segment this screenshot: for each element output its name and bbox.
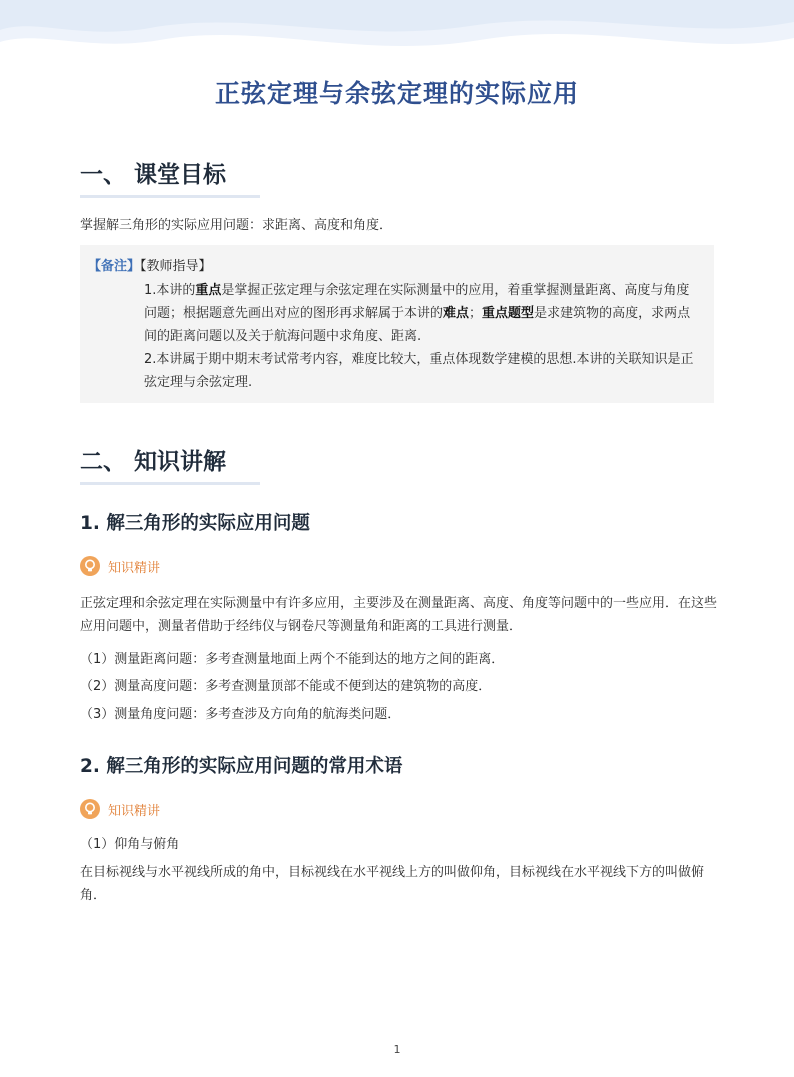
lightbulb-icon [80, 556, 100, 576]
note-text-segment: 1.本讲的 [144, 283, 196, 298]
subsection-heading-2: 2. 解三角形的实际应用问题的常用术语 [80, 756, 403, 777]
note-emphasis: 重点题型 [482, 306, 535, 321]
note-header [88, 257, 212, 277]
subsection-heading-1: 1. 解三角形的实际应用问题 [80, 513, 310, 534]
knowledge-badge-2 [80, 798, 160, 820]
note-emphasis: 难点 [443, 306, 470, 321]
sub1-item-3: （3）测量角度问题：多考查涉及方向角的航海类问题． [80, 707, 401, 722]
note-text-segment: ； [469, 306, 483, 321]
document-title: 正弦定理与余弦定理的实际应用 [214, 79, 579, 108]
lightbulb-icon [80, 799, 100, 819]
section-heading-objectives: 一、 课堂目标 [80, 162, 227, 188]
knowledge-badge-1 [80, 555, 160, 577]
note-text-segment: 是求建筑物的高度，求两点间的距离问题以及关于航海问题中求角度、距离. [144, 306, 691, 344]
note-body [144, 279, 700, 394]
section-heading-knowledge: 二、 知识讲解 [80, 449, 227, 475]
knowledge-badge-label: 知识精讲 [108, 803, 161, 819]
note-label: 【教师指导】 [140, 259, 212, 274]
sub1-item-1: （1）测量距离问题：多考查测量地面上两个不能到达的地方之间的距离． [80, 652, 505, 667]
heading-underline [80, 482, 260, 485]
objective-text: 掌握解三角形的实际应用问题：求距离、高度和角度． [80, 218, 393, 233]
sub2-term: （1）仰角与俯角 [80, 837, 180, 852]
note-text-segment: 是掌握正弦定理与余弦定理在实际测量中的应用，着重掌握测量距离、高度与角度问题；根据题意先画出对应的图形再求解属于本讲的 [144, 283, 690, 321]
note-emphasis: 重点 [195, 283, 222, 298]
heading-underline [80, 195, 260, 198]
page-number: 1 [393, 1043, 401, 1056]
knowledge-badge-label: 知识精讲 [108, 560, 161, 576]
note-tag: 【备注】 [88, 259, 141, 274]
note-item-2: 2.本讲属于期中期末考试常考内容，难度比较大，重点体现数学建模的思想.本讲的关联知识是正弦定理与余弦定理. [144, 352, 694, 390]
header-wave-banner [0, 0, 794, 60]
sub1-item-2: （2）测量高度问题：多考查测量顶部不能或不便到达的建筑物的高度． [80, 679, 492, 694]
sub2-definition: 在目标视线与水平视线所成的角中，目标视线在水平视线上方的叫做仰角，目标视线在水平视线下方的叫做俯角． [80, 865, 705, 903]
sub1-intro: 正弦定理和余弦定理在实际测量中有许多应用，主要涉及在测量距离、高度、角度等问题中的一些应用．在这些应用问题中，测量者借助于经纬仪与钢卷尺等测量角和距离的工具进行测量． [80, 596, 718, 634]
note-item-1 [144, 279, 700, 348]
